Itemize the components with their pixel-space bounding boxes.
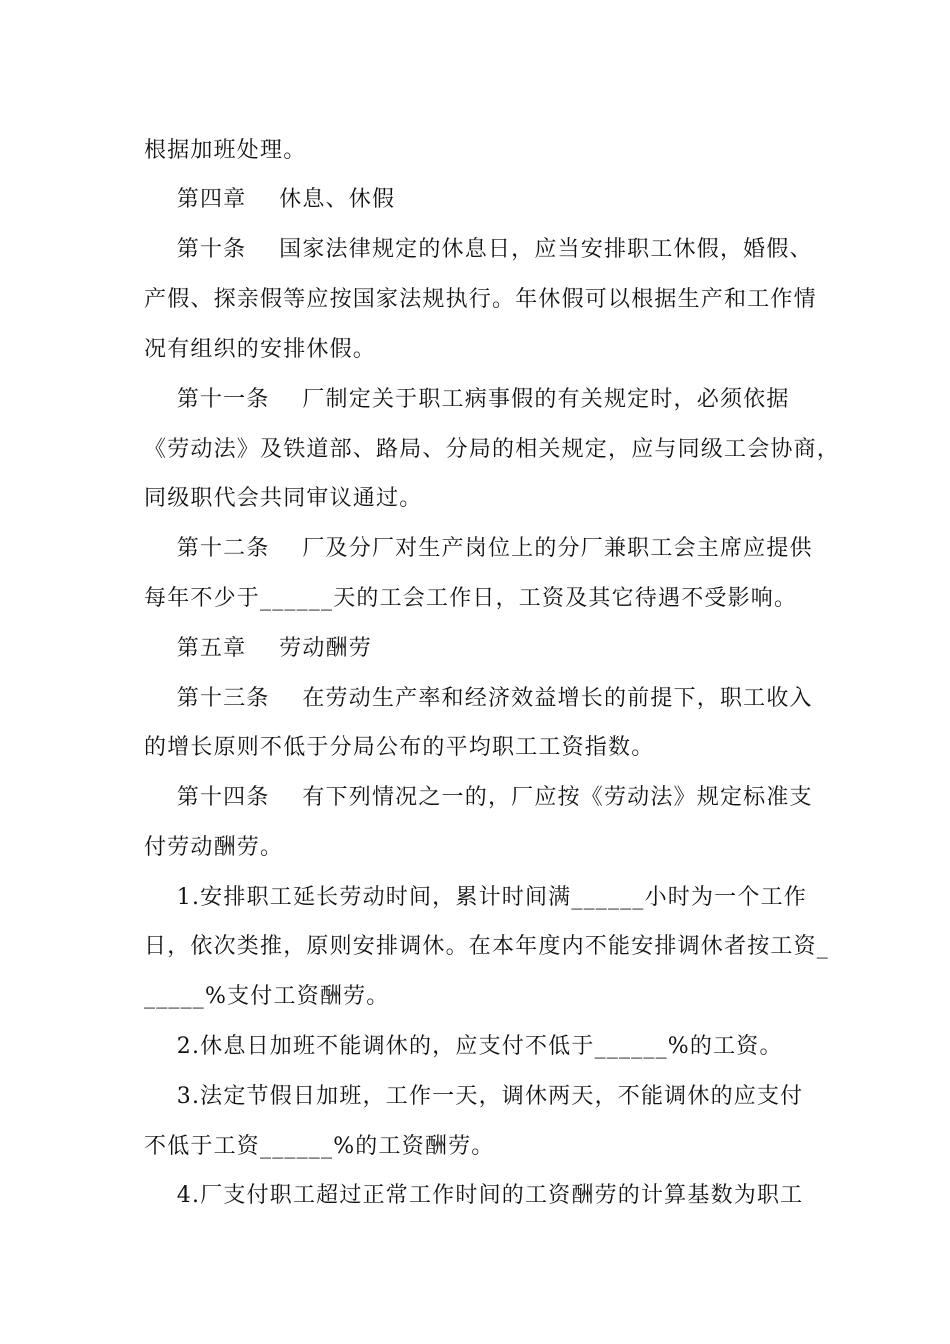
text-line: 每年不少于______天的工会工作日，工资及其它待遇不受影响。 xyxy=(144,586,798,611)
text-line: 根据加班处理。 xyxy=(144,138,307,163)
text-line: 日，依次类推，原则安排调休。在本年度内不能安排调休者按工资_ xyxy=(144,934,830,959)
chapter-heading: 第五章 劳动酬劳 xyxy=(144,636,372,661)
text-line: 第十三条 在劳动生产率和经济效益增长的前提下，职工收入 xyxy=(144,686,813,711)
text-line: 付劳动酬劳。 xyxy=(144,835,284,860)
text-line: 《劳动法》及铁道部、路局、分局的相关规定，应与同级工会协商， xyxy=(144,437,841,462)
text-line: 2.休息日加班不能调休的，应支付不低于______%的工资。 xyxy=(144,1034,783,1059)
text-line: 的增长原则不低于分局公布的平均职工工资指数。 xyxy=(144,735,655,760)
text-line: 第十一条 厂制定关于职工病事假的有关规定时，必须依据 xyxy=(144,387,790,412)
text-line: 同级职代会共同审议通过。 xyxy=(144,486,423,511)
text-line: 第十条 国家法律规定的休息日，应当安排职工休假，婚假、 xyxy=(144,237,813,262)
text-line: 产假、探亲假等应按国家法规执行。年休假可以根据生产和工作情 xyxy=(144,287,817,312)
text-line: _____%支付工资酬劳。 xyxy=(144,984,390,1009)
text-line: 4.厂支付职工超过正常工作时间的工资酬劳的计算基数为职工 xyxy=(144,1183,804,1208)
chapter-heading: 第四章 休息、休假 xyxy=(144,187,396,212)
text-line: 况有组织的安排休假。 xyxy=(144,337,377,362)
text-line: 第十二条 厂及分厂对生产岗位上的分厂兼职工会主席应提供 xyxy=(144,536,813,561)
text-line: 3.法定节假日加班，工作一天，调休两天，不能调休的应支付 xyxy=(144,1084,804,1109)
text-line: 第十四条 有下列情况之一的，厂应按《劳动法》规定标准支 xyxy=(144,785,813,810)
text-line: 1.安排职工延长劳动时间，累计时间满______小时为一个工作 xyxy=(144,885,807,910)
text-line: 不低于工资______%的工资酬劳。 xyxy=(144,1134,495,1159)
